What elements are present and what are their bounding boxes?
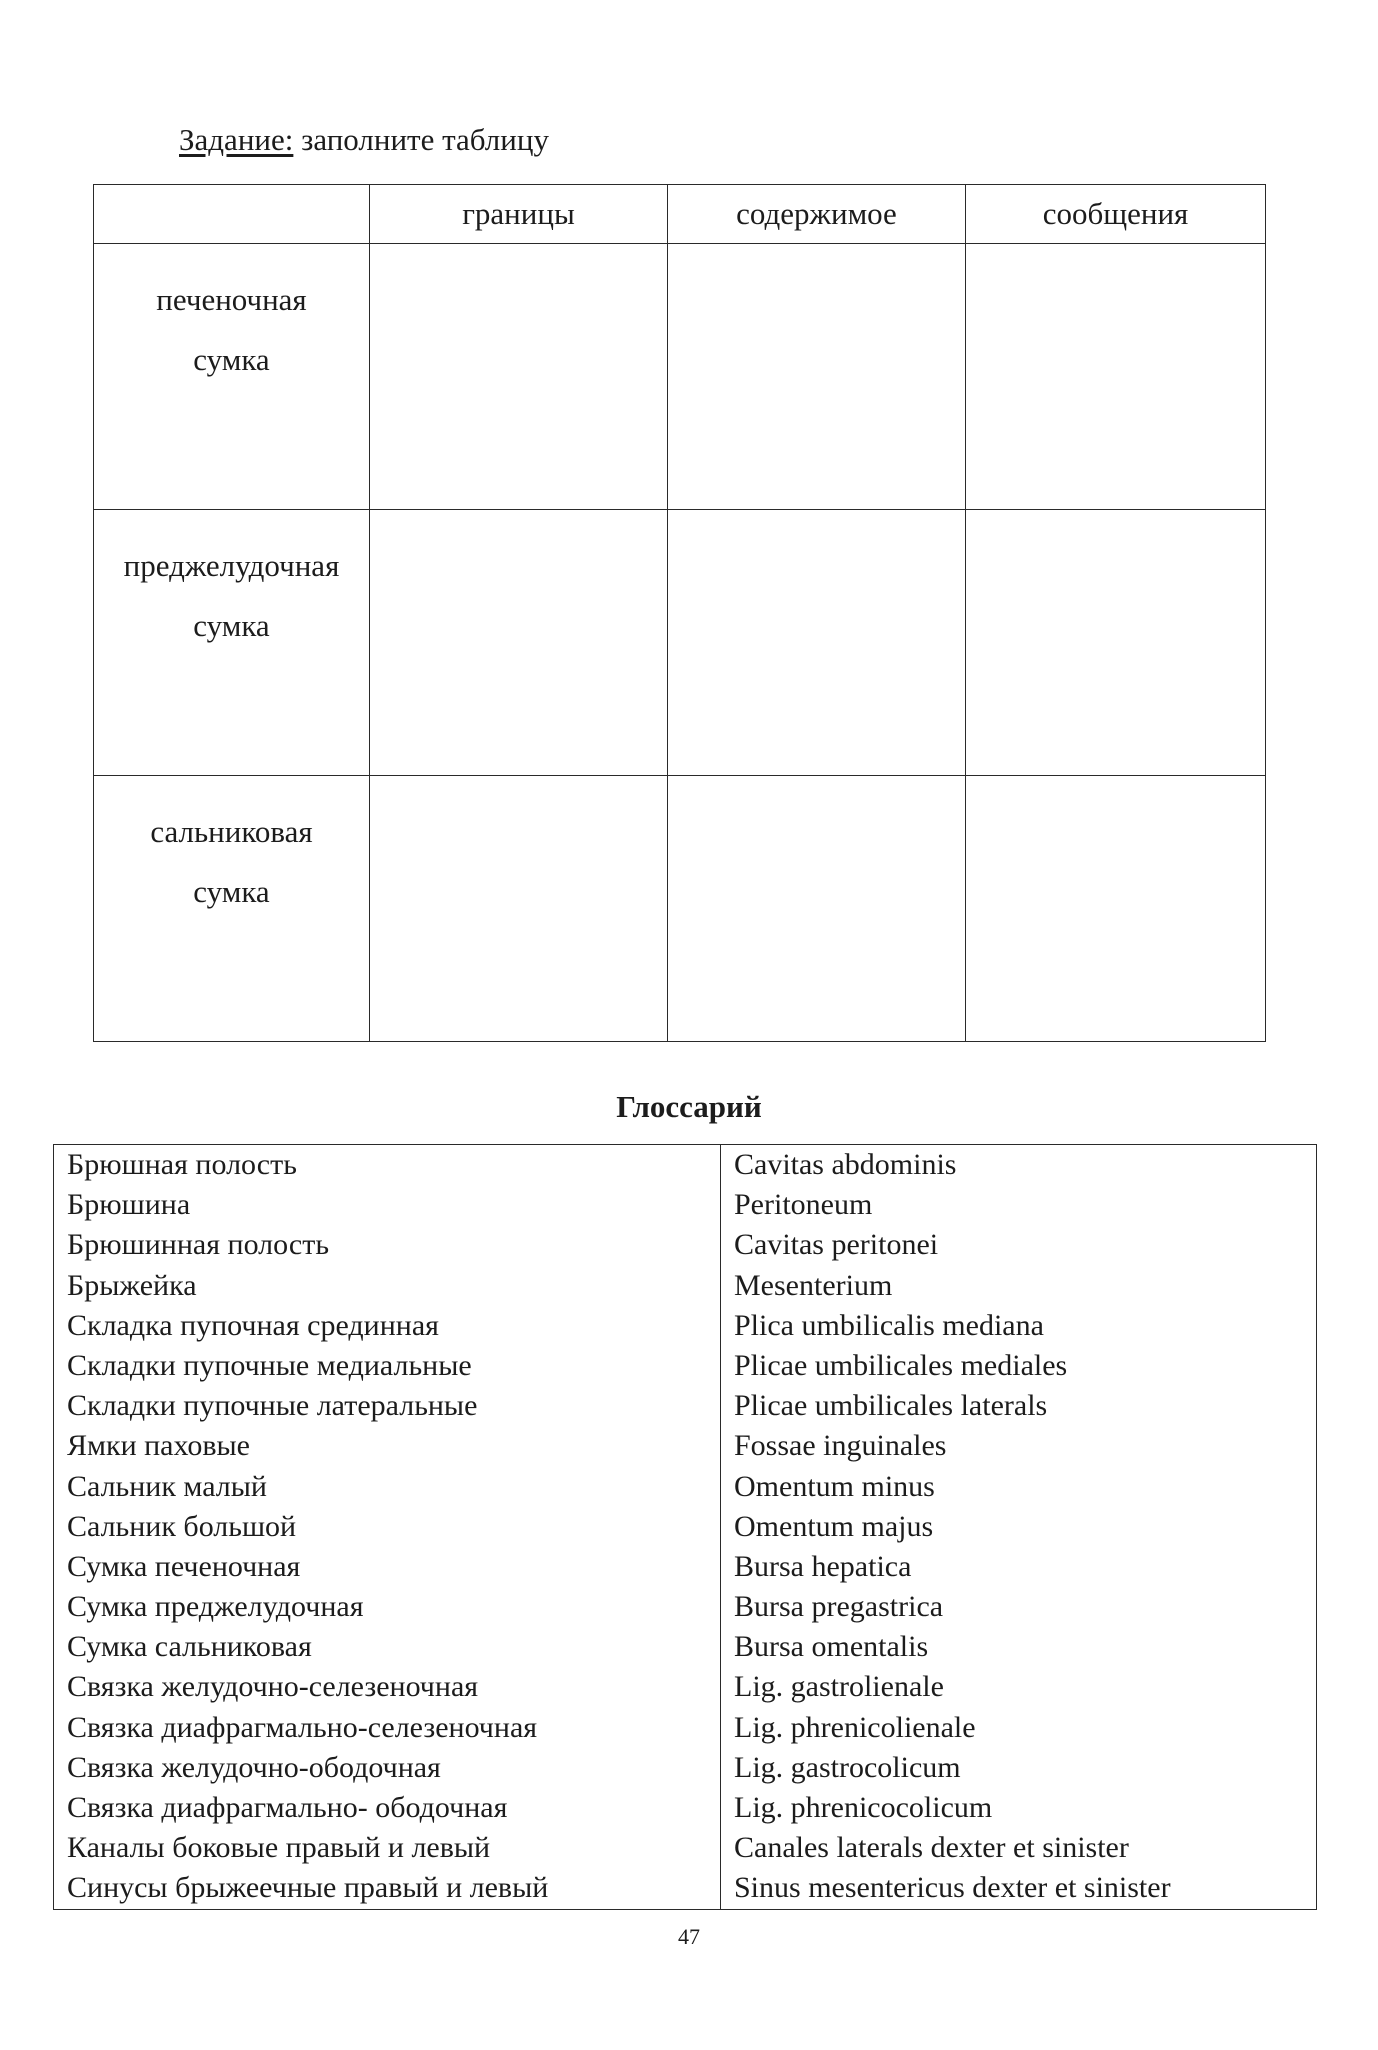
- task-table: [93, 184, 1266, 1042]
- glossary-term-la: Fossae inguinales: [734, 1429, 947, 1463]
- empty-answer-cell[interactable]: [966, 510, 1266, 776]
- glossary-title: Глоссарий: [616, 1089, 762, 1124]
- empty-answer-cell[interactable]: [668, 776, 966, 1042]
- glossary-term-ru: Складки пупочные латеральные: [67, 1389, 478, 1423]
- glossary-term-ru: Связка желудочно-селезеночная: [67, 1670, 479, 1704]
- task-text: заполните таблицу: [293, 122, 549, 157]
- row-label-line: сумка: [193, 342, 270, 377]
- glossary-term-la: Peritoneum: [734, 1188, 873, 1222]
- row-label-pregastric-bursa: [94, 510, 370, 776]
- empty-answer-cell[interactable]: [668, 510, 966, 776]
- glossary-term-ru: Сальник малый: [67, 1469, 267, 1503]
- task-table-row: [94, 244, 1266, 510]
- empty-answer-cell[interactable]: [966, 776, 1266, 1042]
- glossary-term-ru: Брюшина: [67, 1188, 191, 1222]
- task-table-row: [94, 510, 1266, 776]
- glossary-term-la: Omentum majus: [734, 1509, 934, 1543]
- glossary-term-ru: Связка желудочно-ободочная: [67, 1750, 441, 1784]
- row-label-line: печеночная: [156, 282, 307, 317]
- glossary-term-la: Sinus mesentericus dexter et sinister: [734, 1871, 1171, 1905]
- header-boundaries: границы: [370, 185, 668, 244]
- row-label-line: преджелудочная: [123, 548, 340, 583]
- glossary-term-ru: Каналы боковые правый и левый: [67, 1831, 491, 1865]
- row-label-line: сальниковая: [150, 814, 313, 849]
- glossary-term-la: Plicae umbilicales mediales: [734, 1348, 1068, 1382]
- glossary-term-ru: Сумка сальниковая: [67, 1630, 312, 1664]
- row-label-hepatic-bursa: [94, 244, 370, 510]
- glossary-term-la: Cavitas abdominis: [734, 1148, 957, 1181]
- empty-answer-cell[interactable]: [668, 244, 966, 510]
- glossary-term-la: Bursa pregastrica: [734, 1590, 944, 1624]
- glossary-term-ru: Складка пупочная срединная: [67, 1308, 439, 1342]
- glossary-term-ru: Брюшинная полость: [67, 1228, 330, 1262]
- glossary-table: [53, 1144, 1317, 1910]
- glossary-term-ru: Синусы брыжеечные правый и левый: [67, 1871, 549, 1905]
- header-contents: содержимое: [668, 185, 966, 244]
- glossary-term-la: Bursa hepatica: [734, 1549, 912, 1583]
- header-corner-cell: [94, 185, 370, 244]
- empty-answer-cell[interactable]: [370, 776, 668, 1042]
- glossary-term-la: Plicae umbilicales laterals: [734, 1389, 1048, 1423]
- header-communications: сообщения: [966, 185, 1266, 244]
- glossary-russian-column: [54, 1145, 721, 1910]
- glossary-latin-column: [721, 1145, 1317, 1910]
- glossary-term-la: Mesenterium: [734, 1268, 893, 1302]
- glossary-term-la: Plica umbilicalis mediana: [734, 1308, 1044, 1342]
- glossary-term-ru: Брыжейка: [67, 1268, 197, 1302]
- glossary-term-ru: Сальник большой: [67, 1509, 297, 1543]
- glossary-term-la: Lig. gastrocolicum: [734, 1750, 961, 1784]
- glossary-term-ru: Ямки паховые: [67, 1429, 250, 1463]
- glossary-term-ru: Связка диафрагмально-селезеночная: [67, 1710, 538, 1744]
- glossary-term-ru: Сумка печеночная: [67, 1549, 301, 1583]
- glossary-term-ru: Брюшная полость: [67, 1148, 297, 1181]
- task-instruction: [179, 120, 549, 160]
- glossary-term-la: Bursa omentalis: [734, 1630, 929, 1664]
- row-label-omental-bursa: [94, 776, 370, 1042]
- glossary-term-la: Lig. phrenicocolicum: [734, 1791, 993, 1824]
- empty-answer-cell[interactable]: [370, 244, 668, 510]
- glossary-term-la: Canales laterals dexter et sinister: [734, 1831, 1129, 1865]
- task-label: Задание:: [179, 122, 294, 157]
- page-number: 47: [678, 1924, 700, 1949]
- glossary-term-la: Cavitas peritonei: [734, 1228, 939, 1262]
- glossary-term-la: Omentum minus: [734, 1469, 935, 1503]
- task-table-header-row: [94, 185, 1266, 244]
- task-table-row: [94, 776, 1266, 1042]
- glossary-term-ru: Связка диафрагмально- ободочная: [67, 1791, 508, 1824]
- glossary-term-la: Lig. gastrolienale: [734, 1670, 944, 1704]
- row-label-line: сумка: [193, 608, 270, 643]
- glossary-term-ru: Сумка преджелудочная: [67, 1590, 364, 1624]
- row-label-line: сумка: [193, 874, 270, 909]
- glossary-term-la: Lig. phrenicolienale: [734, 1710, 976, 1744]
- empty-answer-cell[interactable]: [370, 510, 668, 776]
- glossary-term-ru: Складки пупочные медиальные: [67, 1348, 472, 1382]
- empty-answer-cell[interactable]: [966, 244, 1266, 510]
